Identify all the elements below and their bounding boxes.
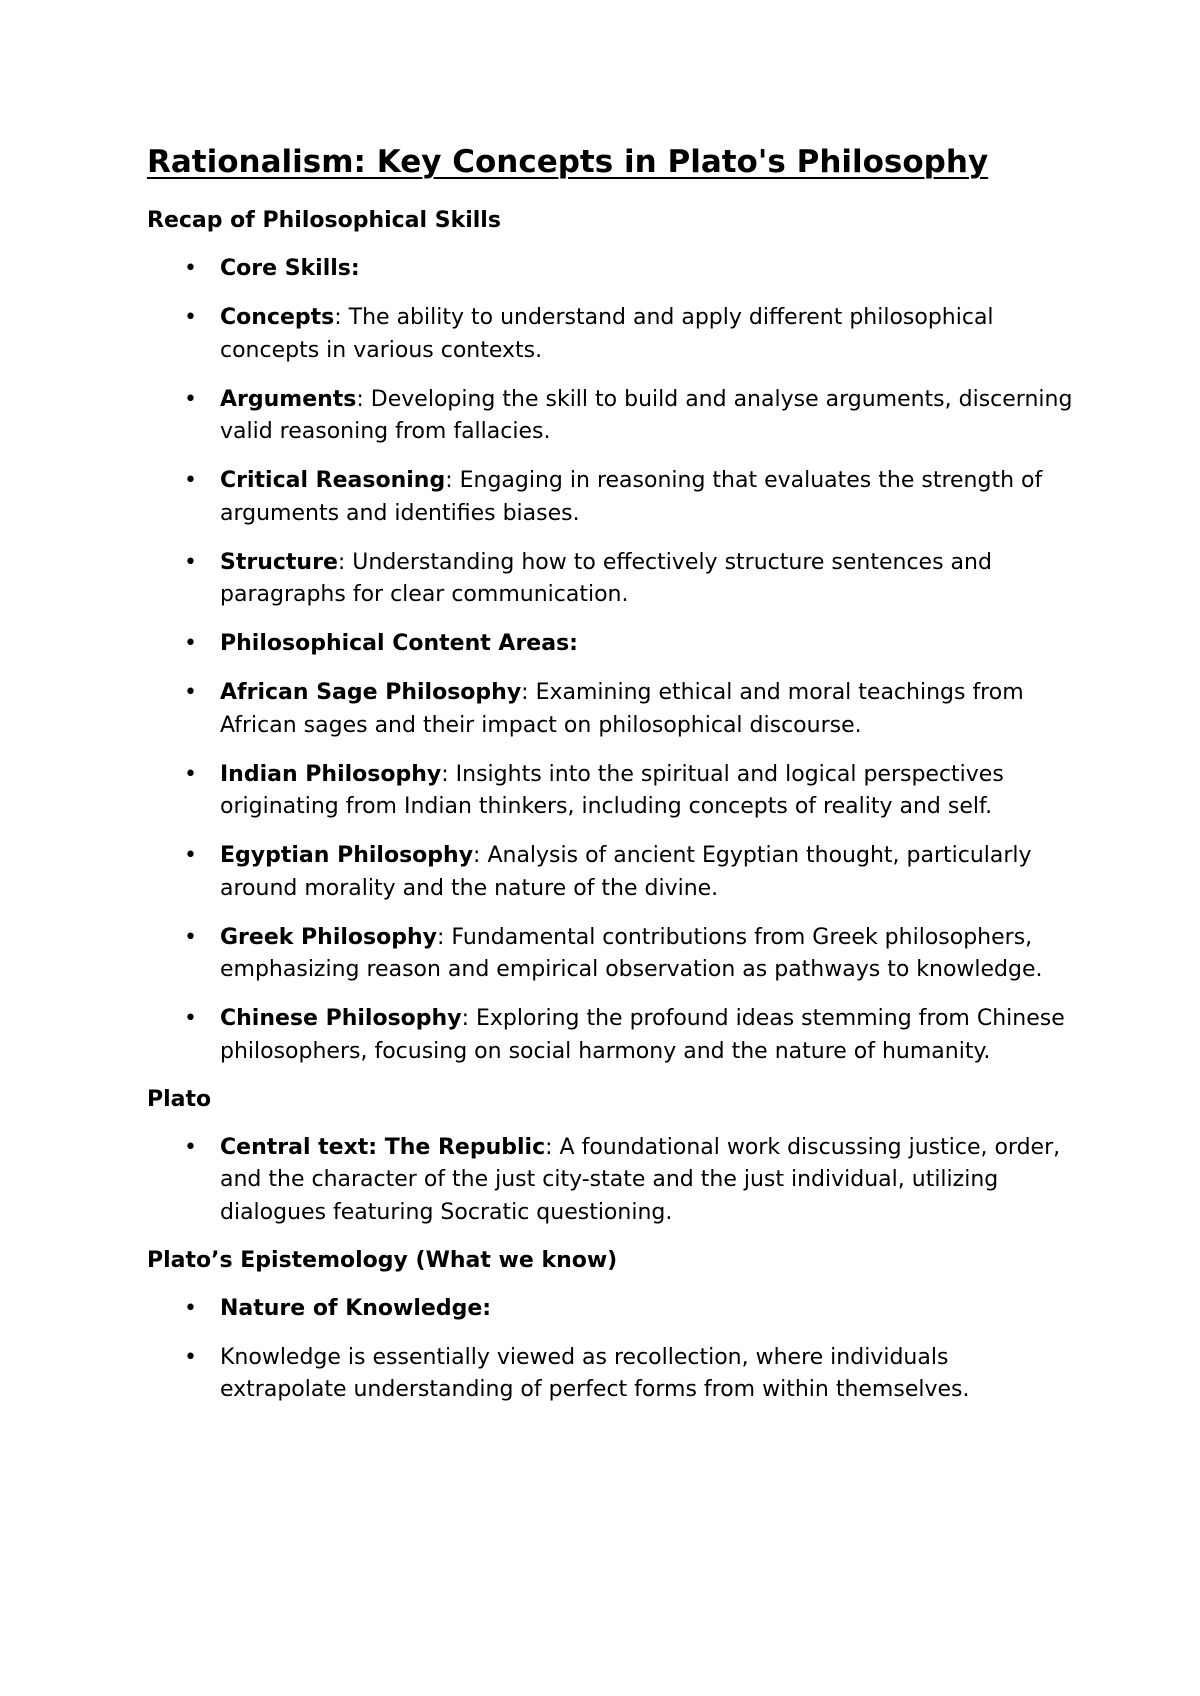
- list-item-term: Philosophical Content Areas:: [220, 631, 578, 656]
- bullet-icon: •: [184, 761, 197, 787]
- list-item: [147, 1293, 1077, 1326]
- list-item-text: : Understanding how to effectively structure sentences and paragraphs for clear communication.: [220, 549, 992, 607]
- list-item-term: Chinese Philosophy: [220, 1006, 462, 1031]
- list-item: [147, 922, 1077, 987]
- list-item-term: Greek Philosophy: [220, 924, 437, 950]
- bullet-icon: •: [184, 680, 197, 705]
- list-item-term: Core Skills:: [220, 256, 360, 281]
- section-plato: [147, 1085, 1077, 1230]
- bullet-icon: •: [184, 305, 197, 330]
- section-heading: Recap of Philosophical Skills: [147, 208, 501, 233]
- bullet-icon: •: [184, 924, 197, 950]
- bullet-icon: •: [184, 1134, 197, 1160]
- list-item-text: : Developing the skill to build and analyse arguments, discerning valid reasoning from fallacies.: [220, 386, 1073, 444]
- bullet-icon: •: [184, 1295, 197, 1321]
- bullet-icon: •: [184, 549, 197, 575]
- bullet-icon: •: [184, 1006, 197, 1031]
- bullet-list: [147, 1293, 1077, 1407]
- list-item: [147, 253, 1077, 286]
- list-item-term: Central text: The Republic: [220, 1134, 546, 1160]
- bullet-icon: •: [184, 256, 197, 281]
- section-heading: Plato’s Epistemology (What we know): [147, 1247, 618, 1273]
- bullet-icon: •: [184, 843, 197, 868]
- list-item-term: Critical Reasoning: [220, 468, 446, 493]
- list-item: [147, 759, 1077, 824]
- list-item: [147, 677, 1077, 742]
- bullet-list: [147, 1132, 1077, 1230]
- list-item: [147, 1342, 1077, 1407]
- list-item-term: Egyptian Philosophy: [220, 843, 474, 868]
- list-item-term: African Sage Philosophy: [220, 680, 522, 705]
- list-item: [147, 840, 1077, 905]
- list-item: [147, 302, 1077, 367]
- bullet-icon: •: [184, 468, 197, 493]
- document-page: [147, 140, 1077, 1423]
- list-item: [147, 465, 1077, 530]
- document-title: Rationalism: Key Concepts in Plato's Philosophy: [147, 144, 989, 180]
- list-item: [147, 547, 1077, 612]
- list-item-text: Knowledge is essentially viewed as recollection, where individuals extrapolate understanding of perfect forms from within themselves.: [220, 1344, 970, 1402]
- list-item-term: Nature of Knowledge:: [220, 1295, 492, 1321]
- list-item-text: : Analysis of ancient Egyptian thought, particularly around morality and the nature of the divine.: [220, 843, 1032, 901]
- bullet-icon: •: [184, 1344, 197, 1370]
- section-heading: Plato: [147, 1086, 212, 1112]
- list-item-term: Indian Philosophy: [220, 761, 442, 787]
- section-epistemology: [147, 1246, 1077, 1407]
- bullet-list: [147, 253, 1077, 1068]
- list-item-text: : Insights into the spiritual and logical perspectives originating from Indian thinkers, including concepts of reality and self.: [220, 761, 1004, 819]
- list-item-text: : Exploring the profound ideas stemming from Chinese philosophers, focusing on social harmony and the nature of humanity.: [220, 1006, 1065, 1064]
- list-item-term: Concepts: [220, 305, 335, 330]
- list-item-text: : Examining ethical and moral teachings from African sages and their impact on philosophical discourse.: [220, 680, 1024, 738]
- list-item-term: Structure: [220, 549, 338, 575]
- list-item: [147, 384, 1077, 449]
- list-item-term: Arguments: [220, 386, 357, 412]
- list-item-text: : The ability to understand and apply different philosophical concepts in various contexts.: [220, 305, 994, 363]
- bullet-icon: •: [184, 631, 197, 656]
- list-item: [147, 1003, 1077, 1068]
- bullet-icon: •: [184, 386, 197, 412]
- list-item-text: : Engaging in reasoning that evaluates the strength of arguments and identifies biases.: [220, 468, 1043, 526]
- list-item-text: : A foundational work discussing justice, order, and the character of the just city-state and the just individual, utilizing dialogues featuring Socratic questioning.: [220, 1134, 1061, 1225]
- list-item: [147, 628, 1077, 661]
- list-item-text: : Fundamental contributions from Greek philosophers, emphasizing reason and empirical observation as pathways to knowledge.: [220, 924, 1043, 982]
- section-recap: [147, 206, 1077, 1068]
- list-item: [147, 1132, 1077, 1230]
